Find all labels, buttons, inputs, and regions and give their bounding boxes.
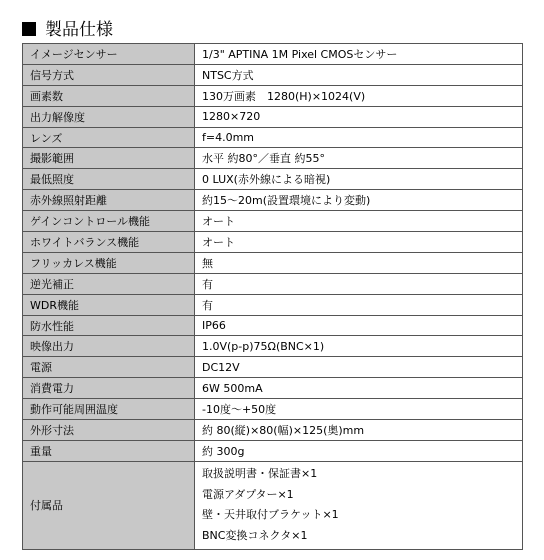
spec-row <box>23 252 523 273</box>
spec-label: 逆光補正 <box>23 273 195 294</box>
spec-label: ゲインコントロール機能 <box>23 211 195 232</box>
spec-row <box>23 399 523 420</box>
spec-value: オート <box>195 232 523 253</box>
square-bullet-icon <box>22 22 36 36</box>
accessory-item: 取扱説明書・保証書×1 <box>202 466 318 480</box>
spec-value: 有 <box>195 294 523 315</box>
spec-label: 撮影範囲 <box>23 148 195 169</box>
spec-label: 防水性能 <box>23 315 195 336</box>
spec-row <box>23 211 523 232</box>
spec-value: 約 80(縦)×80(幅)×125(奥)mm <box>195 420 523 441</box>
spec-value: 1.0V(p-p)75Ω(BNC×1) <box>195 336 523 357</box>
spec-value: -10度～+50度 <box>195 399 523 420</box>
spec-label: WDR機能 <box>23 294 195 315</box>
spec-row <box>23 420 523 441</box>
spec-label: 信号方式 <box>23 64 195 85</box>
spec-value: 1280×720 <box>195 106 523 127</box>
spec-value: f=4.0mm <box>195 127 523 148</box>
spec-label: イメージセンサー <box>23 44 195 65</box>
spec-label: 赤外線照射距離 <box>23 190 195 211</box>
spec-row <box>23 148 523 169</box>
spec-section-title <box>22 18 113 42</box>
spec-row <box>23 294 523 315</box>
spec-row <box>23 169 523 190</box>
spec-value: DC12V <box>195 357 523 378</box>
accessory-item: BNC変換コネクタ×1 <box>202 529 308 543</box>
accessories-label: 付属品 <box>23 461 195 549</box>
spec-label: 消費電力 <box>23 378 195 399</box>
spec-label: ホワイトバランス機能 <box>23 232 195 253</box>
spec-label: 動作可能周囲温度 <box>23 399 195 420</box>
spec-row <box>23 127 523 148</box>
spec-row <box>23 106 523 127</box>
spec-row <box>23 315 523 336</box>
accessory-item: 壁・天井取付ブラケット×1 <box>202 508 339 522</box>
accessory-item: 電源アダプター×1 <box>202 487 294 501</box>
spec-label: 画素数 <box>23 85 195 106</box>
spec-value: IP66 <box>195 315 523 336</box>
spec-value: 0 LUX(赤外線による暗視) <box>195 169 523 190</box>
spec-value: 6W 500mA <box>195 378 523 399</box>
spec-table <box>22 43 523 550</box>
spec-row <box>23 232 523 253</box>
spec-label: 外形寸法 <box>23 420 195 441</box>
spec-row <box>23 85 523 106</box>
spec-value: オート <box>195 211 523 232</box>
spec-value: 有 <box>195 273 523 294</box>
spec-label: 電源 <box>23 357 195 378</box>
spec-row <box>23 273 523 294</box>
spec-row <box>23 336 523 357</box>
spec-row <box>23 190 523 211</box>
spec-value: 約 300g <box>195 440 523 461</box>
spec-row <box>23 378 523 399</box>
spec-value: 1/3" APTINA 1M Pixel CMOSセンサー <box>195 44 523 65</box>
spec-row <box>23 357 523 378</box>
accessories-list <box>195 461 523 549</box>
accessories-row <box>23 461 523 549</box>
spec-label: 重量 <box>23 440 195 461</box>
spec-value: 無 <box>195 252 523 273</box>
spec-label: 最低照度 <box>23 169 195 190</box>
spec-value: NTSC方式 <box>195 64 523 85</box>
spec-value: 水平 約80°／垂直 約55° <box>195 148 523 169</box>
spec-row <box>23 64 523 85</box>
spec-value: 約15～20m(設置環境により変動) <box>195 190 523 211</box>
spec-label: フリッカレス機能 <box>23 252 195 273</box>
spec-label: 映像出力 <box>23 336 195 357</box>
spec-value: 130万画素 1280(H)×1024(V) <box>195 85 523 106</box>
spec-row <box>23 44 523 65</box>
spec-label: 出力解像度 <box>23 106 195 127</box>
spec-title-text: 製品仕様 <box>45 20 113 40</box>
spec-label: レンズ <box>23 127 195 148</box>
spec-row <box>23 440 523 461</box>
